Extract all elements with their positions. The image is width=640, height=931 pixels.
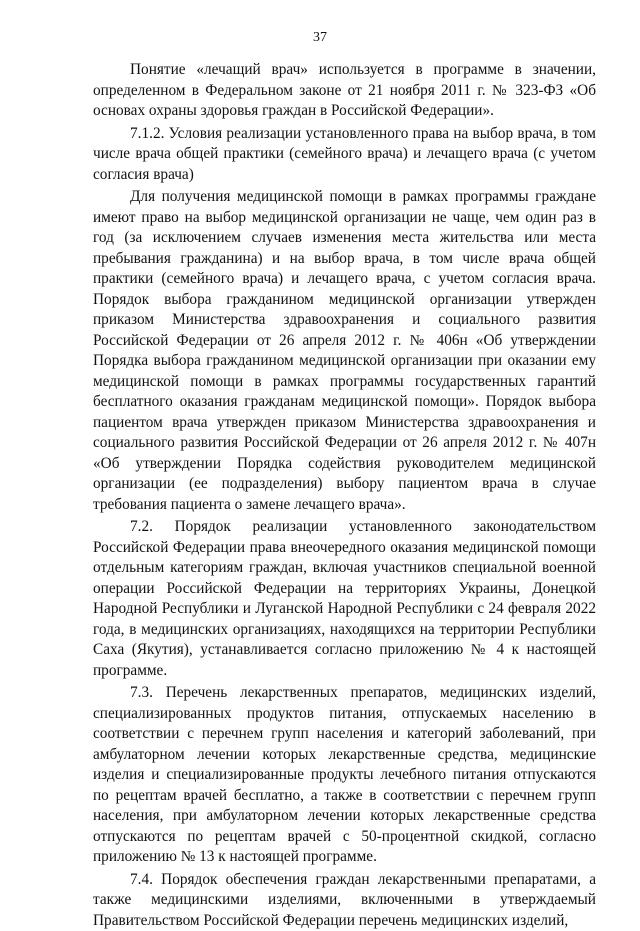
section-7-3-paragraph: 7.3. Перечень лекарственных препаратов, медицинских изделий, специализированных продуктов питания, отпускаемых населению в соответствии с перечнем групп населения и категорий заболеваний, при амбулаторном лечении которых лекарственные средства, медицинские изделия и специализированные продукты лечебного питания отпускаются по рецептам врачей бесплатно, а также в соответствии с перечнем групп населения, при амбулаторном лечении которых лекарственные средства отпускаются по рецептам врачей с 50-процентной скидкой, согласно приложению № 13 к настоящей программе. [93, 683, 596, 868]
paragraph-attending-physician-definition: Понятие «лечащий врач» используется в программе в значении, определенном в Федеральном законе от 21 ноября 2011 г. № 323-ФЗ «Об основах охраны здоровья граждан в Российской Федерации». [93, 60, 596, 122]
paragraph-choice-of-organization: Для получения медицинской помощи в рамках программы граждане имеют право на выбор медицинской организации не чаще, чем один раз в год (за исключением случаев изменения места жительства или места пребывания гражданина) и на выбор врача, в том числе врача общей практики (семейного врача) и лечащего врача, с учетом согласия врача. Порядок выбора гражданином медицинской организации утвержден приказом Министерства здравоохранения и социального развития Российской Федерации от 26 апреля 2012 г. № 406н «Об утверждении Порядка выбора гражданином медицинской организации при оказании ему медицинской помощи в рамках программы государственных гарантий бесплатного оказания гражданам медицинской помощи». Порядок выбора пациентом врача утвержден приказом Министерства здравоохранения и социального развития Российской Федерации от 26 апреля 2012 г. № 407н «Об утверждении Порядка содействия руководителем медицинской организации (ее подразделения) выбору пациентом врача в случае требования пациента о замене лечащего врача». [93, 187, 596, 515]
page-number: 37 [0, 30, 640, 46]
document-body [93, 60, 596, 931]
section-7-2-paragraph: 7.2. Порядок реализации установленного законодательством Российской Федерации права внеочередного оказания медицинской помощи отдельным категориям граждан, включая участников специальной военной операции Российской Федерации на территориях Украины, Донецкой Народной Республики и Луганской Народной Республики с 24 февраля 2022 года, в медицинских организациях, находящихся на территории Республики Саха (Якутия), устанавливается согласно приложению № 4 к настоящей программе. [93, 517, 596, 681]
section-7-1-2-heading: 7.1.2. Условия реализации установленного права на выбор врача, в том числе врача общей практики (семейного врача) и лечащего врача (с учетом согласия врача) [93, 124, 596, 186]
section-7-4-paragraph: 7.4. Порядок обеспечения граждан лекарственными препаратами, а также медицинскими изделиями, включенными в утверждаемый Правительством Российской Федерации перечень медицинских изделий, [93, 870, 596, 931]
